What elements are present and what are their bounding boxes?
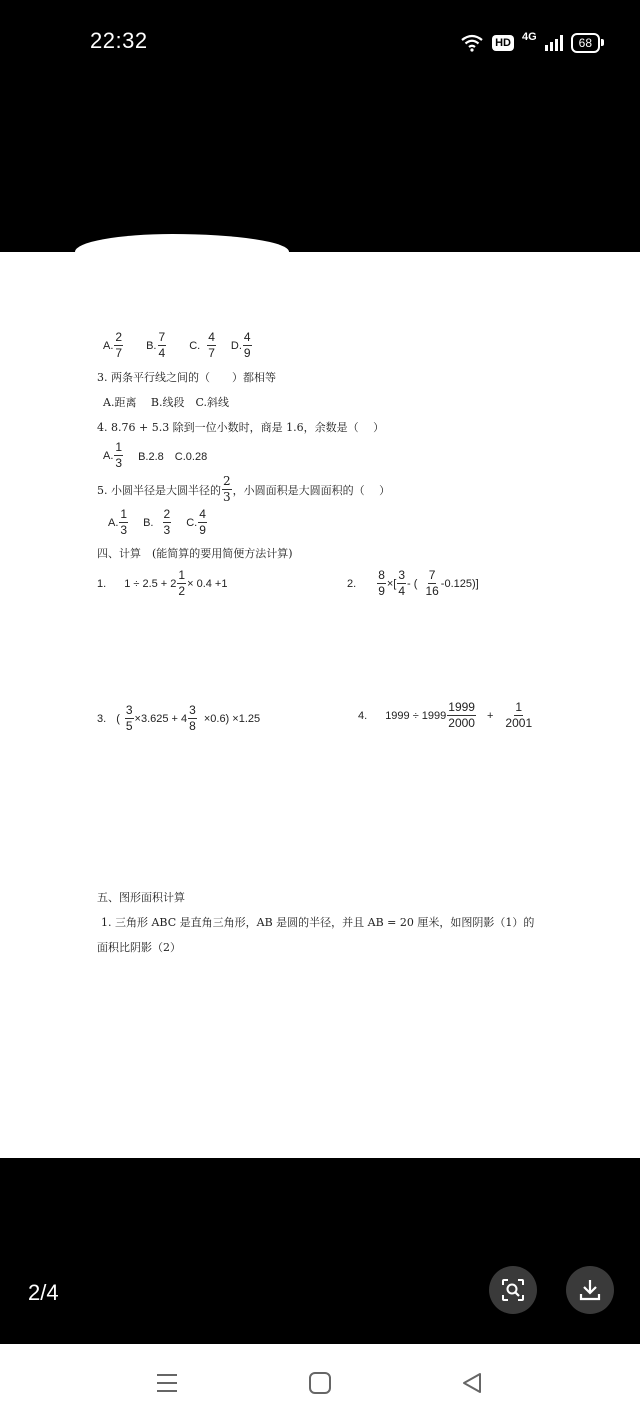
home-square-icon [308,1371,332,1395]
question-5: 5. 小圆半径是大圆半径的 2 3 ，小圆面积是大圆面积的（ ） [97,474,391,504]
network-type: 4G [521,31,537,43]
home-button[interactable] [300,1366,340,1400]
calc-1: 1. 1 ÷ 2.5 + 2 $\frac{1}{2}$ × 0.4 +1 [97,568,228,598]
recents-button[interactable] [147,1366,187,1400]
question-3-options: A.距离 B.线段 C.斜线 [103,396,230,409]
redacted-edge [75,234,289,262]
question-3: 3. 两条平行线之间的（ ）都相等 [97,371,276,384]
section-5-heading: 五、图形面积计算 [97,891,185,904]
scan-search-icon [500,1277,526,1303]
back-triangle-icon [460,1371,484,1395]
clock: 22:32 [90,28,148,53]
calc-3: 3. ( $\frac{3}{5}$ ×3.625 + 4 3 8 ×0.6) ×1.25 [97,703,261,733]
q2-options: A. 2 7 B. 7 4 C. 4 7 D. 4 9 [103,330,251,360]
question-4: 4. 8.76 + 5.3 除到一位小数时，商是 1.6，余数是（ ） [97,421,385,434]
image-search-button[interactable] [489,1266,537,1314]
question-5-options: A. 1 3 B. 2 3 C. 4 9 [108,507,206,537]
status-bar [0,0,640,90]
section-4-heading: 四、计算 (能简算的要用简便方法计算) [97,547,293,560]
download-icon [577,1277,603,1303]
wifi-icon [460,34,484,52]
question-4-options: A. 1 3 B.2.8 C.0.28 [103,440,208,470]
battery-icon: 68 [571,33,600,53]
document-page [0,252,640,1158]
calc-4: 4. 1999 ÷ 1999 1999 2000 + 1 2001 [358,700,533,730]
signal-icon [545,35,563,51]
problem-1-line-2: 面积比阴影（2） [97,941,181,954]
menu-icon [155,1372,179,1394]
download-button[interactable] [566,1266,614,1314]
system-nav-bar [0,1344,640,1422]
hd-badge: HD [492,35,514,51]
page-counter: 2/4 [28,1280,59,1305]
viewer-toolbar [0,1158,640,1344]
problem-1-line-1: 1. 三角形 ABC 是直角三角形，AB 是圆的半径，并且 AB = 20 厘米，如图阴影（1）的 [101,916,535,929]
calc-2: 2. $\frac{8}{9}$ ×[ 3 4 - ( 7 16 -0.125)] [347,568,479,598]
back-button[interactable] [452,1366,492,1400]
